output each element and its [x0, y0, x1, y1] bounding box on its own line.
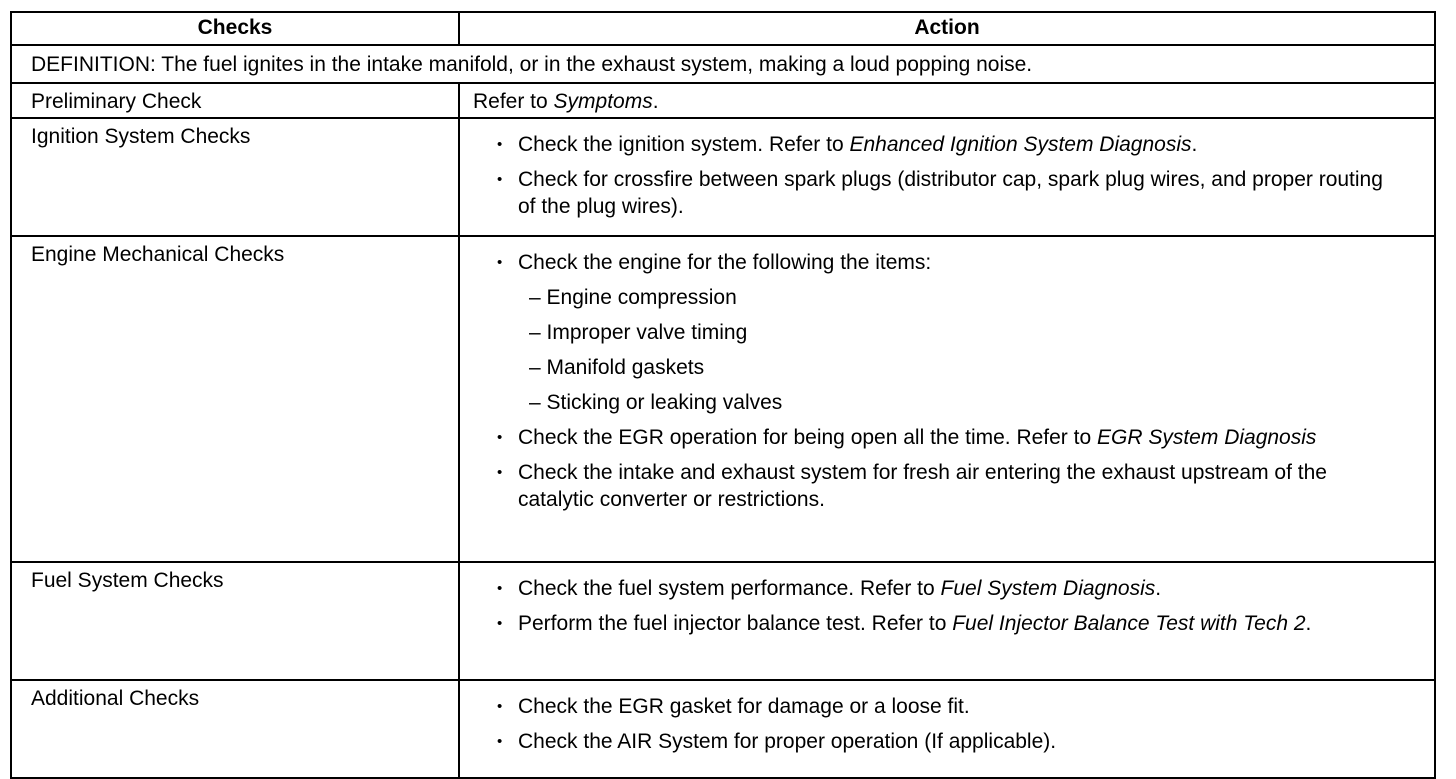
action-list: [460, 575, 1394, 637]
bullet-icon: •: [497, 136, 503, 153]
sub-item: – Improper valve timing: [529, 321, 748, 344]
bullet-icon: •: [497, 429, 503, 446]
check-name: Engine Mechanical Checks: [11, 236, 459, 562]
list-item: [460, 131, 1394, 158]
list-item: [460, 166, 1394, 220]
item-suffix: .: [1305, 612, 1312, 635]
table-row-engine: [11, 236, 1435, 562]
reference-text: EGR System Diagnosis: [1097, 426, 1317, 449]
bullet-icon: •: [497, 580, 503, 597]
bullet-icon: •: [497, 171, 503, 188]
header-row: [11, 12, 1435, 45]
action-text: Refer to: [473, 90, 554, 113]
sub-item: – Manifold gaskets: [529, 356, 705, 379]
action-cell: [459, 118, 1435, 236]
action-list: [460, 249, 1394, 513]
bullet-icon: •: [497, 464, 503, 481]
action-cell: [459, 562, 1435, 680]
item-text: Check the EGR gasket for damage or a loose fit.: [518, 695, 970, 718]
definition-text: DEFINITION: The fuel ignites in the intake manifold, or in the exhaust system, making a loud popping noise.: [11, 45, 1435, 83]
action-cell: [459, 236, 1435, 562]
item-text: Check the AIR System for proper operation (If applicable).: [518, 730, 1057, 753]
item-text: Check the engine for the following the items:: [518, 251, 932, 274]
table-row-additional: [11, 680, 1435, 778]
reference-text: Fuel System Diagnosis: [940, 577, 1156, 600]
action-column-header: Action: [459, 12, 1435, 45]
sub-list: [518, 284, 1394, 416]
item-text: Perform the fuel injector balance test. Refer to: [518, 612, 953, 635]
list-item: [460, 424, 1394, 451]
sub-item: – Engine compression: [529, 286, 737, 309]
item-suffix: .: [1155, 577, 1162, 600]
list-item: [460, 459, 1394, 513]
bullet-icon: •: [497, 254, 503, 271]
item-text: Check the ignition system. Refer to: [518, 133, 850, 156]
definition-row: [11, 45, 1435, 83]
action-list: [460, 131, 1394, 220]
sub-item: – Sticking or leaking valves: [529, 391, 783, 414]
table-row-fuel: [11, 562, 1435, 680]
reference-symptoms: Symptoms: [553, 90, 653, 113]
bullet-icon: •: [497, 733, 503, 750]
check-name: Additional Checks: [11, 680, 459, 778]
action-cell: [459, 680, 1435, 778]
item-text: Check the intake and exhaust system for fresh air entering the exhaust upstream of the catalytic converter or restrictions.: [518, 461, 1327, 511]
list-item: [460, 693, 1394, 720]
list-item: [460, 728, 1394, 755]
action-cell: [459, 83, 1435, 118]
table-row-ignition: [11, 118, 1435, 236]
check-name: Fuel System Checks: [11, 562, 459, 680]
check-name: Ignition System Checks: [11, 118, 459, 236]
diagnostic-table: [10, 11, 1436, 779]
item-text: Check for crossfire between spark plugs (distributor cap, spark plug wires, and proper routing of the plug wires).: [518, 168, 1383, 218]
bullet-icon: •: [497, 698, 503, 715]
table-row-preliminary: [11, 83, 1435, 118]
list-item: [460, 610, 1394, 637]
checks-column-header: Checks: [11, 12, 459, 45]
check-name: Preliminary Check: [11, 83, 459, 118]
item-text: Check the EGR operation for being open all the time. Refer to: [518, 426, 1097, 449]
reference-text: Enhanced Ignition System Diagnosis: [849, 133, 1192, 156]
item-suffix: .: [1191, 133, 1198, 156]
reference-text: Fuel Injector Balance Test with Tech 2: [952, 612, 1306, 635]
action-suffix: .: [652, 90, 659, 113]
list-item: [460, 249, 1394, 416]
list-item: [460, 575, 1394, 602]
item-text: Check the fuel system performance. Refer to: [518, 577, 941, 600]
bullet-icon: •: [497, 615, 503, 632]
